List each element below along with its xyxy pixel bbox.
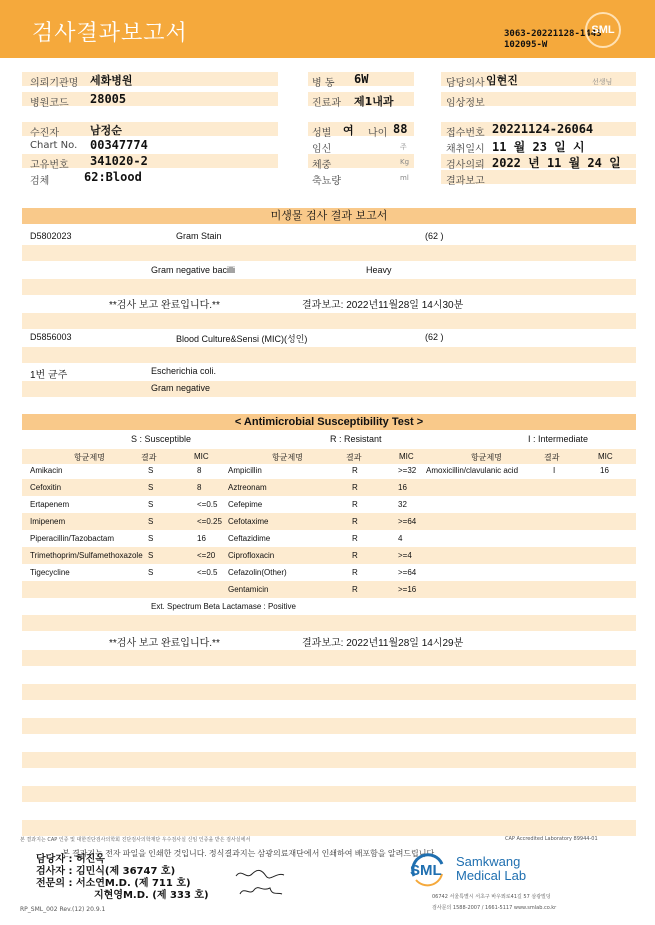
legend-intermediate: I : Intermediate [528, 434, 589, 444]
ast-cell-mic-1: <=20 [197, 551, 216, 560]
isolate-label: 1번 균주 [30, 370, 68, 381]
specialist-1: 전문의 : 서소연M.D. (제 711 호) [36, 878, 191, 889]
ast-cell-result-2: R [352, 568, 358, 577]
test1-result: Gram negative bacilli [151, 265, 236, 275]
patient-name-label: 수진자 [30, 128, 59, 139]
col-mic-2: MIC [399, 452, 414, 461]
ast-row [22, 496, 636, 513]
fine-print-right: CAP Accredited Laboratory 89944-01 [505, 836, 598, 842]
department-label: 진료과 [312, 98, 341, 109]
ast-cell-result-2: R [352, 585, 358, 594]
test1-specimen: (62 ) [425, 231, 444, 241]
col-drug-1: 항균제명 [74, 453, 105, 462]
institution-label: 의뢰기관명 [30, 78, 79, 89]
weight-label: 체중 [312, 160, 332, 171]
logo-mark-text: SML [410, 862, 442, 879]
ast-cell-drug-1: Cefoxitin [30, 483, 62, 492]
collection-label: 채취일시 [446, 144, 485, 155]
info-shade [22, 122, 278, 136]
ast-cell-result-1: S [148, 551, 154, 560]
row-stripe [22, 313, 636, 329]
urine-label: 축뇨량 [312, 176, 341, 187]
ast-cell-mic-1: 8 [197, 483, 202, 492]
urine-unit: ml [400, 174, 409, 182]
ast-cell-mic-2: >=32 [398, 466, 417, 475]
hospital-code-label: 병원코드 [30, 98, 69, 109]
chart-no-label: Chart No. [30, 140, 78, 151]
ast-cell-drug-2: Cefepime [228, 500, 263, 509]
ast-row [22, 530, 636, 547]
ast-row [22, 513, 636, 530]
ast-cell-drug-1: Tigecycline [30, 568, 70, 577]
ast-cell-result-2: R [352, 534, 358, 543]
document-number-line2: 102095-W [504, 40, 548, 50]
fine-print-left: 본 결과지는 CAP 인증 및 대한진단검사의학회 진단검사의학재단 우수검사실 신임 인증을 받은 검사실에서 [20, 837, 251, 843]
ast-cell-result-2: R [352, 466, 358, 475]
specimen-label: 검체 [30, 176, 50, 187]
ast-cell-mic-1: 16 [197, 534, 206, 543]
ast-cell-mic-2: 32 [398, 500, 407, 509]
ast-cell-result-1: S [148, 483, 154, 492]
logo-line-2: Medical Lab [456, 868, 527, 883]
ast-cell-drug-2: Cefazolin(Other) [228, 568, 287, 577]
specialist-2: 지현영M.D. (제 333 호) [94, 890, 209, 901]
chart-no-value: 00347774 [90, 138, 148, 152]
isolate-gram: Gram negative [151, 383, 211, 393]
ast-cell-result-1: S [148, 534, 154, 543]
row-stripe [22, 684, 636, 700]
report-time-1: 결과보고: 2022년11월28일 14시30분 [302, 300, 464, 311]
legend-susceptible: S : Susceptible [131, 434, 192, 444]
test1-name: Gram Stain [176, 231, 222, 241]
request-value: 2022 년 11 월 24 일 [492, 156, 621, 170]
ast-cell-drug-2: Cefotaxime [228, 517, 269, 526]
ast-row [22, 462, 636, 479]
row-stripe [22, 752, 636, 768]
ast-cell-drug-2: Gentamicin [228, 585, 269, 594]
ast-cell-result-2: R [352, 500, 358, 509]
print-notice: 본 결과지는 전자 파일을 인쇄한 것입니다. 정식결과지는 삼광의료재단에서 인쇄하여 배포함을 알려드립니다. [62, 849, 437, 858]
pregnancy-unit: 주 [400, 143, 407, 151]
age-value: 88 [393, 122, 408, 136]
ast-cell-mic-3: 16 [600, 466, 609, 475]
ast-cell-drug-2: Ceftazidime [228, 534, 271, 543]
ast-cell-mic-2: 16 [398, 483, 407, 492]
ast-cell-drug-1: Ertapenem [30, 500, 70, 509]
col-result-1: 결과 [141, 453, 157, 462]
col-result-2: 결과 [346, 453, 362, 462]
ast-cell-drug-3: Amoxicillin/clavulanic acid [426, 466, 519, 475]
request-label: 검사의뢰 [446, 160, 485, 171]
pregnancy-label: 임신 [312, 144, 332, 155]
test2-code: D5856003 [30, 332, 72, 342]
ast-cell-result-1: S [148, 500, 154, 509]
test1-amount: Heavy [366, 265, 392, 275]
unique-id-value: 341020-2 [90, 154, 148, 168]
ast-cell-result-1: S [148, 466, 154, 475]
ast-row [22, 581, 636, 598]
weight-unit: Kg [400, 158, 410, 166]
tester: 검사자 : 김민식(제 36747 호) [36, 866, 176, 877]
ast-cell-result-2: R [352, 551, 358, 560]
col-result-3: 결과 [544, 453, 560, 462]
ast-cell-drug-2: Ciprofloxacin [228, 551, 275, 560]
ward-value: 6W [354, 72, 369, 86]
manager: 담당자 : 허진옥 [36, 854, 105, 865]
institution-value: 세화병원 [90, 74, 133, 87]
row-stripe [22, 245, 636, 261]
ast-cell-drug-2: Ampicillin [228, 466, 262, 475]
sml-badge-icon: SML [585, 12, 621, 48]
row-stripe [22, 381, 636, 397]
row-stripe [22, 650, 636, 666]
row-stripe [22, 615, 636, 631]
collection-value: 11 월 23 일 시 [492, 140, 585, 154]
completion-notice-1: **검사 보고 완료입니다.** [109, 300, 220, 311]
age-label: 나이 [368, 128, 388, 139]
ast-row [22, 479, 636, 496]
row-stripe [22, 347, 636, 363]
ward-label: 병 동 [312, 78, 335, 89]
ast-cell-drug-1: Piperacillin/Tazobactam [30, 534, 115, 543]
col-mic-1: MIC [194, 452, 209, 461]
col-drug-2: 항균제명 [272, 453, 303, 462]
ast-row [22, 564, 636, 581]
test2-specimen: (62 ) [425, 332, 444, 342]
clinical-info-label: 임상정보 [446, 98, 485, 109]
sex-value: 여 [343, 124, 354, 137]
isolate-organism: Escherichia coli. [151, 366, 217, 376]
form-number: RP_SML_002 Rev.(12) 20.9.1 [20, 906, 106, 913]
signature-icon [232, 866, 292, 900]
test1-code: D5802023 [30, 231, 72, 241]
ast-cell-drug-2: Aztreonam [228, 483, 267, 492]
ast-cell-drug-1: Imipenem [30, 517, 66, 526]
ast-cell-result-2: R [352, 517, 358, 526]
ast-cell-drug-1: Amikacin [30, 466, 63, 475]
report-label: 결과보고 [446, 176, 485, 187]
document-number-line1: 3063-20221128-1443 [504, 29, 602, 39]
micro-section-title: 미생물 검사 결과 보고서 [22, 208, 636, 224]
row-stripe [22, 786, 636, 802]
row-stripe [22, 820, 636, 836]
ast-cell-mic-1: <=0.25 [197, 517, 222, 526]
unique-id-label: 고유번호 [30, 160, 69, 171]
hospital-code-value: 28005 [90, 92, 127, 106]
ast-cell-mic-2: >=64 [398, 568, 417, 577]
row-stripe [22, 279, 636, 295]
ast-row [22, 547, 636, 564]
address: 06742 서울특별시 서초구 바우뫼로41길 57 삼광빌딩 [432, 894, 551, 900]
report-time-2: 결과보고: 2022년11월28일 14시29분 [302, 638, 464, 649]
contact: 검사문의 1588-2007 / 1661-5117 www.smlab.co.kr [432, 905, 557, 911]
ast-cell-mic-2: >=4 [398, 551, 412, 560]
esbl-result: Ext. Spectrum Beta Lactamase : Positive [151, 602, 296, 611]
ast-cell-drug-1: Trimethoprim/Sulfamethoxazole [30, 551, 143, 560]
ast-cell-mic-2: >=16 [398, 585, 417, 594]
legend-resistant: R : Resistant [330, 434, 382, 444]
col-mic-3: MIC [598, 452, 613, 461]
receipt-no-label: 접수번호 [446, 128, 485, 139]
sex-label: 성별 [312, 128, 332, 139]
doctor-value: 임현진 [486, 74, 518, 87]
patient-name-value: 남정순 [90, 124, 122, 137]
department-value: 제1내과 [354, 95, 394, 108]
report-header-bar [0, 0, 655, 58]
page-title: 검사결과보고서 [32, 21, 188, 46]
ast-cell-result-3: I [553, 466, 556, 475]
specimen-value: 62:Blood [84, 170, 142, 184]
row-stripe [22, 718, 636, 734]
receipt-no-value: 20221124-26064 [492, 122, 594, 136]
ast-cell-mic-1: <=0.5 [197, 568, 218, 577]
completion-notice-2: **검사 보고 완료입니다.** [109, 638, 220, 649]
ast-cell-result-1: S [148, 517, 154, 526]
logo-line-1: Samkwang [456, 854, 521, 869]
ast-cell-mic-1: 8 [197, 466, 202, 475]
col-drug-3: 항균제명 [471, 453, 502, 462]
ast-cell-mic-2: 4 [398, 534, 403, 543]
test2-name: Blood Culture&Sensi (MIC)(성인) [176, 334, 308, 344]
doctor-suffix: 선생님 [592, 78, 613, 86]
ast-cell-mic-1: <=0.5 [197, 500, 218, 509]
doctor-label: 담당의사 [446, 78, 485, 89]
ast-cell-result-1: S [148, 568, 154, 577]
ast-title: < Antimicrobial Susceptibility Test > [22, 414, 636, 430]
ast-cell-result-2: R [352, 483, 358, 492]
ast-cell-mic-2: >=64 [398, 517, 417, 526]
